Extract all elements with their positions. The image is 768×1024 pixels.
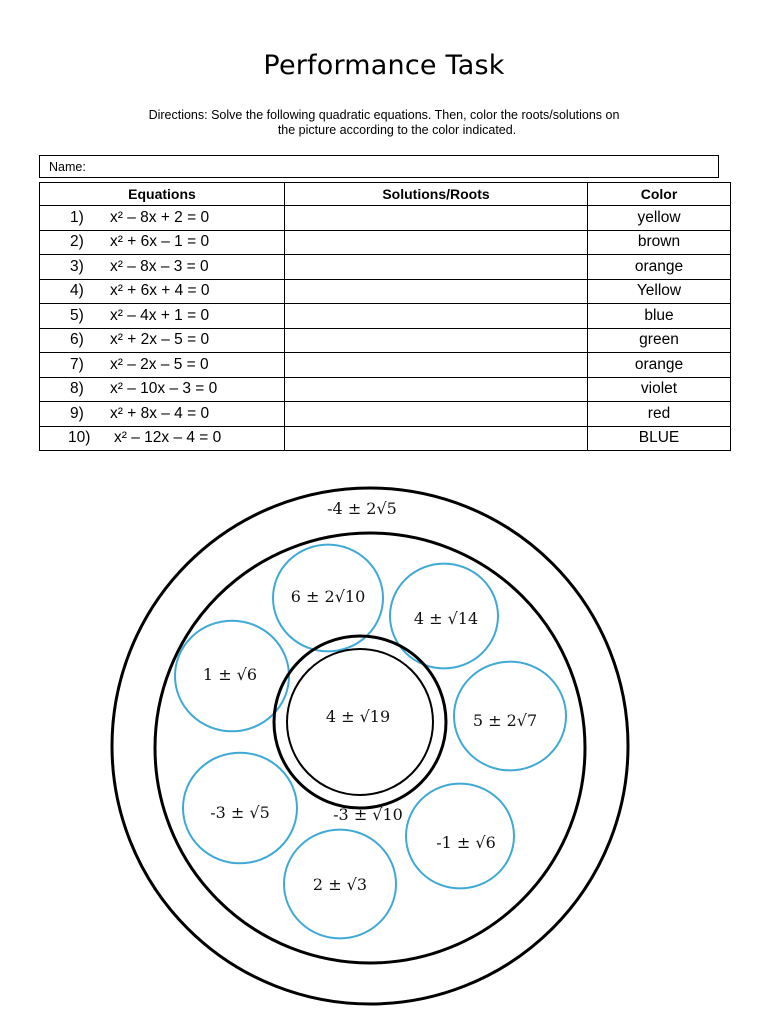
outer-ring-label: -4 ± 2√5 <box>327 499 397 518</box>
equation-text: x² – 12x – 4 = 0 <box>114 429 222 447</box>
color-cell: orange <box>588 353 731 378</box>
color-cell: BLUE <box>588 426 731 451</box>
directions-line-2: the picture according to the color indicated. <box>277 123 517 137</box>
row-number: 3) <box>70 257 84 275</box>
equation-text: x² – 2x – 5 = 0 <box>110 355 209 373</box>
petal-label: 6 ± 2√10 <box>290 587 366 606</box>
color-cell: violet <box>588 377 731 402</box>
center-label: 4 ± √19 <box>325 707 391 726</box>
color-cell: Yellow <box>588 279 731 304</box>
header-color: Color <box>588 183 731 206</box>
header-solutions: Solutions/Roots <box>285 183 588 206</box>
row-number: 1) <box>70 208 84 226</box>
row-number: 5) <box>70 306 84 324</box>
row-number: 2) <box>70 233 84 251</box>
row-number: 8) <box>70 380 84 398</box>
row-number: 6) <box>70 331 84 349</box>
petal-label: 2 ± √3 <box>312 875 368 894</box>
petal-label: 1 ± √6 <box>202 665 258 684</box>
name-label: Name: <box>49 160 86 174</box>
petal-label: -1 ± √6 <box>436 833 496 852</box>
color-cell: brown <box>588 230 731 255</box>
equation-text: x² – 10x – 3 = 0 <box>110 380 218 398</box>
equation-text: x² + 8x – 4 = 0 <box>110 404 210 422</box>
petal-label: 5 ± 2√7 <box>472 711 538 730</box>
color-cell: yellow <box>588 206 731 231</box>
header-equations: Equations <box>40 183 285 206</box>
directions-line-1: Directions: Solve the following quadratic equations. Then, color the roots/solutions on <box>148 108 620 122</box>
petal-label: 4 ± √14 <box>413 609 479 628</box>
equation-text: x² – 8x – 3 = 0 <box>110 257 209 275</box>
color-cell: red <box>588 402 731 427</box>
equation-text: x² – 4x + 1 = 0 <box>110 306 210 324</box>
color-cell: green <box>588 328 731 353</box>
page-title: Performance Task <box>263 50 505 81</box>
row-number: 7) <box>70 355 84 373</box>
equation-text: x² + 6x – 1 = 0 <box>110 233 210 251</box>
equation-text: x² + 2x – 5 = 0 <box>110 331 210 349</box>
row-number: 4) <box>70 282 84 300</box>
row-number: 10) <box>68 429 91 447</box>
bottom-center-label: -3 ± √10 <box>333 805 403 824</box>
row-number: 9) <box>70 404 84 422</box>
color-cell: blue <box>588 304 731 329</box>
equation-text: x² – 8x + 2 = 0 <box>110 208 210 226</box>
petal-label: -3 ± √5 <box>210 803 270 822</box>
equation-text: x² + 6x + 4 = 0 <box>110 282 210 300</box>
color-cell: orange <box>588 255 731 280</box>
